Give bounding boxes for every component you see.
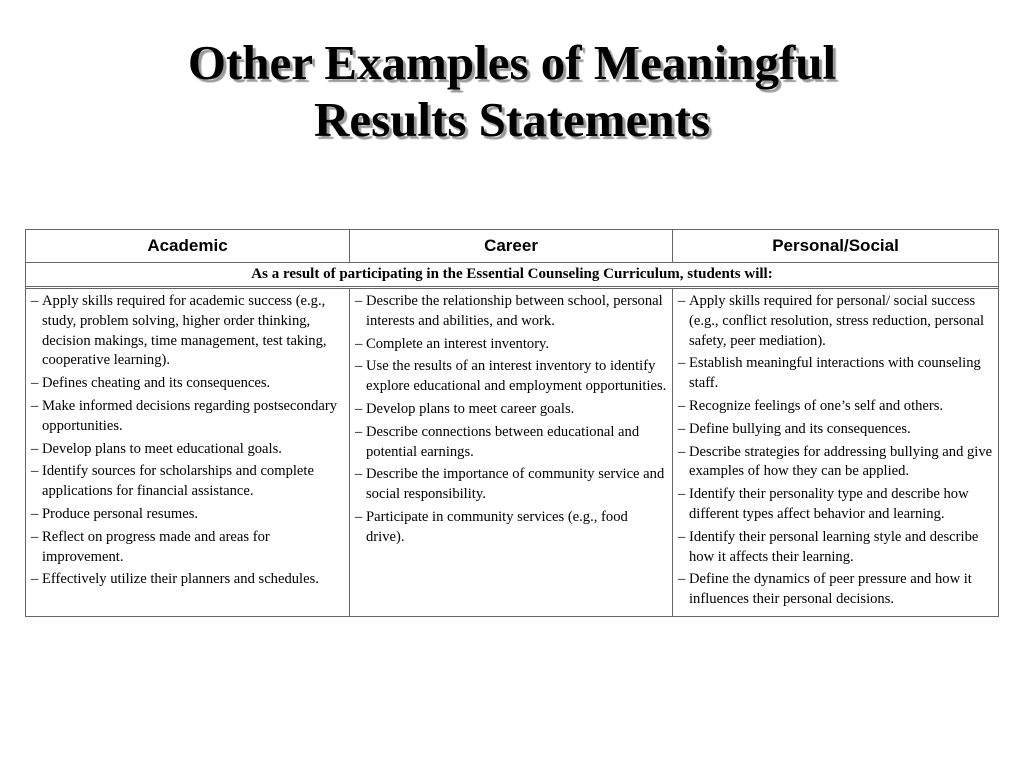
list-item	[31, 374, 344, 394]
list-item	[678, 354, 993, 394]
list-item	[355, 292, 667, 332]
dash-bullet: –	[31, 375, 39, 392]
dash-bullet: –	[678, 443, 686, 460]
dash-bullet: –	[355, 423, 363, 440]
list-item	[31, 440, 344, 460]
list-item	[31, 505, 344, 525]
list-item-text: Participate in community services (e.g., food drive).	[366, 508, 628, 545]
dash-bullet: –	[678, 486, 686, 503]
list-item-text: Describe the relationship between school, personal interests and abilities, and work.	[366, 293, 663, 329]
academic-cell	[26, 289, 350, 617]
content-row	[26, 289, 999, 617]
column-header-career: Career	[350, 230, 673, 263]
list-item-text: Identify their personality type and describe how different types affect behavior and learning.	[689, 486, 969, 522]
academic-list	[31, 292, 344, 590]
list-item	[31, 570, 344, 590]
list-item-text: Use the results of an interest inventory to identify explore educational and employment opportunities.	[366, 358, 667, 395]
list-item-text: Define the dynamics of peer pressure and how it influences their personal decisions.	[689, 571, 972, 608]
career-cell	[350, 289, 673, 617]
list-item-text: Develop plans to meet educational goals.	[42, 440, 282, 457]
table-subheader: As a result of participating in the Essential Counseling Curriculum, students will:	[26, 263, 999, 287]
list-item-text: Describe the importance of community service and social responsibility.	[366, 466, 665, 503]
list-item	[678, 443, 993, 483]
title-line-1: Other Examples of Meaningful	[187, 35, 837, 90]
column-header-personal-social: Personal/Social	[673, 230, 999, 263]
title-line-2: Results Statements	[313, 92, 711, 147]
list-item	[355, 423, 667, 463]
dash-bullet: –	[678, 528, 686, 545]
dash-bullet: –	[31, 505, 39, 522]
list-item	[31, 528, 344, 568]
dash-bullet: –	[355, 400, 363, 417]
list-item-text: Make informed decisions regarding postsecondary opportunities.	[42, 397, 338, 434]
column-header-academic: Academic	[26, 230, 350, 263]
list-item-text: Develop plans to meet career goals.	[366, 400, 575, 417]
list-item-text: Effectively utilize their planners and schedules.	[42, 571, 319, 588]
list-item-text: Establish meaningful interactions with counseling staff.	[689, 355, 981, 392]
dash-bullet: –	[355, 293, 363, 309]
list-item	[355, 400, 667, 420]
dash-bullet: –	[678, 571, 686, 588]
list-item	[678, 570, 993, 610]
career-list	[355, 292, 667, 548]
list-item-text: Define bullying and its consequences.	[689, 420, 911, 437]
list-item-text: Describe connections between educational and potential earnings.	[366, 423, 640, 460]
list-item	[678, 485, 993, 525]
list-item-text: Apply skills required for personal/ social success (e.g., conflict resolution, stress reduction, personal safety, peer mediation).	[689, 293, 985, 349]
dash-bullet: –	[31, 397, 39, 414]
list-item	[678, 528, 993, 568]
list-item	[678, 420, 993, 440]
list-item-text: Recognize feelings of one’s self and others.	[689, 397, 944, 414]
list-item-text: Complete an interest inventory.	[366, 335, 550, 352]
list-item	[678, 397, 993, 417]
list-item	[31, 462, 344, 502]
list-item-text: Identify sources for scholarships and complete applications for financial assistance.	[42, 463, 314, 500]
results-table	[25, 229, 999, 617]
list-item	[31, 292, 344, 371]
list-item-text: Produce personal resumes.	[42, 505, 199, 522]
dash-bullet: –	[31, 293, 39, 309]
dash-bullet: –	[31, 463, 39, 480]
dash-bullet: –	[31, 440, 39, 457]
dash-bullet: –	[678, 420, 686, 437]
list-item	[355, 335, 667, 355]
dash-bullet: –	[31, 571, 39, 588]
dash-bullet: –	[355, 508, 363, 525]
personal-social-list	[678, 292, 993, 610]
list-item-text: Defines cheating and its consequences.	[42, 375, 271, 392]
dash-bullet: –	[355, 335, 363, 352]
header-row	[26, 230, 999, 263]
subheader-row	[26, 263, 999, 287]
list-item	[355, 508, 667, 548]
dash-bullet: –	[678, 355, 686, 372]
dash-bullet: –	[31, 528, 39, 545]
list-item-text: Apply skills required for academic success (e.g., study, problem solving, higher order thinking, decision makings, time management, test taking, cooperative learning).	[42, 293, 327, 369]
dash-bullet: –	[355, 466, 363, 483]
page-title	[0, 34, 1024, 148]
list-item	[355, 357, 667, 397]
dash-bullet: –	[678, 293, 686, 309]
dash-bullet: –	[678, 397, 686, 414]
list-item	[355, 465, 667, 505]
list-item-text: Describe strategies for addressing bullying and give examples of how they can be applied.	[689, 443, 993, 480]
dash-bullet: –	[355, 358, 363, 375]
list-item-text: Reflect on progress made and areas for improvement.	[42, 528, 270, 565]
list-item	[678, 292, 993, 351]
list-item-text: Identify their personal learning style and describe how it affects their learning.	[689, 528, 979, 565]
personal-social-cell	[673, 289, 999, 617]
list-item	[31, 397, 344, 437]
